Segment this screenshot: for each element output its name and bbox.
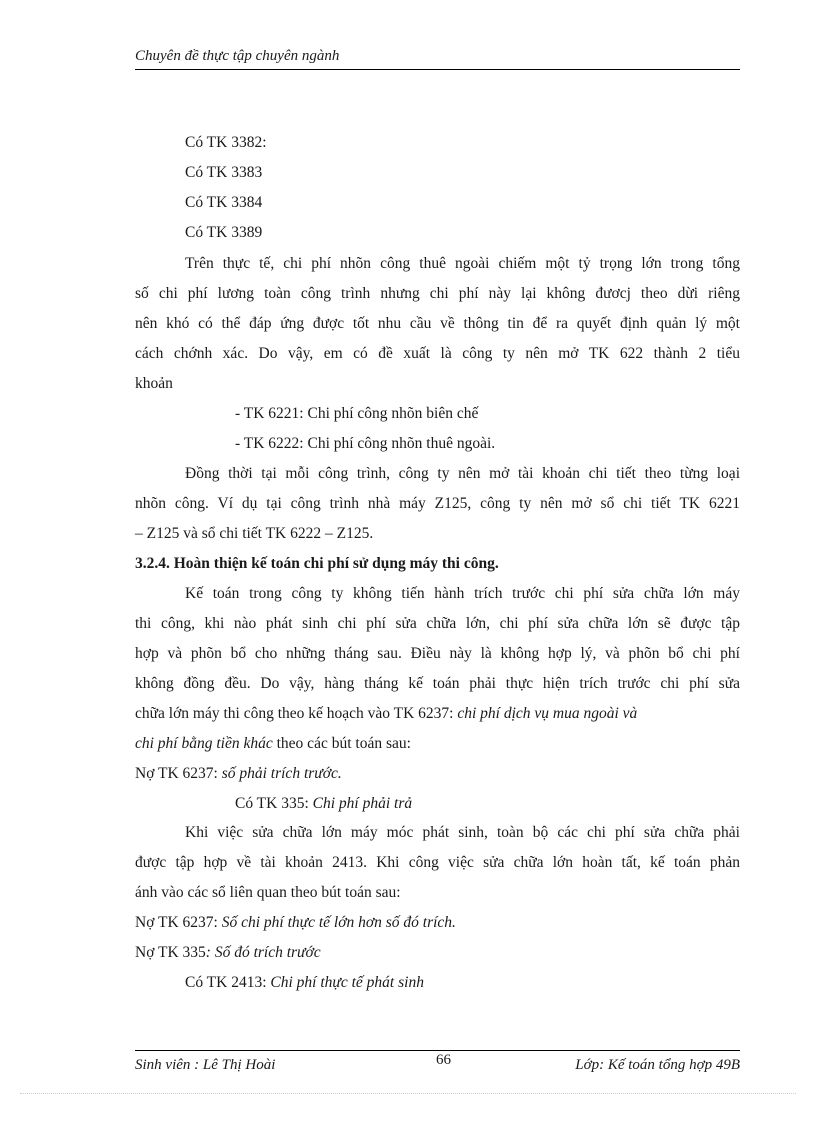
journal-entry — [135, 943, 321, 963]
text-run: theo các bút toán sau: — [272, 735, 411, 752]
footer-class: Lớp: Kế toán tổng hợp 49B — [575, 1057, 740, 1073]
paragraph-line: được tập hợp về tài khoản 2413. Khi công việc sửa chữa lớn hoàn tất, kế toán phản — [135, 854, 740, 871]
paragraph-line: hợp và phõn bổ cho những tháng sau. Điều này là không hợp lý, và phõn bổ chi phí — [135, 645, 740, 662]
paragraph-line: cách chớnh xác. Do vậy, em có đề xuất là công ty nên mở TK 622 thành 2 tiểu — [135, 345, 740, 362]
paragraph-line: khoản — [135, 375, 173, 392]
paragraph-line: không đồng đều. Do vậy, hàng tháng kế toán phải thực hiện trích trước chi phí sửa — [135, 675, 740, 692]
text-run: chữa lớn máy thi công theo kế hoạch vào TK 6237: — [135, 705, 458, 722]
entry-account: Nợ TK 335 — [135, 944, 206, 961]
paragraph-line: Đồng thời tại mỗi công trình, công ty nên mở tài khoản chi tiết theo từng loại — [185, 465, 740, 482]
paragraph-line: Kế toán trong công ty không tiến hành trích trước chi phí sửa chữa lớn máy — [185, 585, 740, 602]
page-header-title: Chuyên đề thực tập chuyên ngành — [135, 48, 340, 64]
paragraph-line: Khi việc sửa chữa lớn máy móc phát sinh, toàn bộ các chi phí sửa chữa phải — [185, 824, 740, 841]
page-number: 66 — [436, 1052, 451, 1068]
footer-student: Sinh viên : Lê Thị Hoài — [135, 1057, 276, 1073]
italic-run: chi phí dịch vụ mua ngoài và — [457, 705, 638, 722]
entry-account: Có TK 2413: — [185, 974, 271, 991]
entry-account: Nợ TK 6237: — [135, 914, 222, 931]
paragraph-line — [135, 704, 637, 724]
paragraph-line: ánh vào các sổ liên quan theo bút toán sau: — [135, 884, 401, 901]
entry-desc: số phải trích trước. — [221, 765, 342, 782]
entry-account: Nợ TK 6237: — [135, 765, 222, 782]
journal-entry — [135, 913, 456, 933]
paragraph-line — [135, 734, 411, 754]
text-line: Có TK 3384 — [185, 194, 263, 211]
text-line: Có TK 3389 — [185, 224, 263, 241]
dash-item: - TK 6222: Chi phí công nhõn thuê ngoài. — [235, 435, 496, 452]
entry-desc: : Số đó trích trước — [205, 944, 321, 961]
paragraph-line: – Z125 và sổ chi tiết TK 6222 – Z125. — [135, 525, 374, 542]
journal-entry — [235, 794, 412, 814]
text-line: Có TK 3383 — [185, 164, 263, 181]
entry-desc: Chi phí phải trả — [312, 795, 413, 812]
entry-desc: Chi phí thực tế phát sinh — [270, 974, 424, 991]
paragraph-line: số chi phí lương toàn công trình nhưng chi phí này lại không đươcj theo dừi riêng — [135, 285, 740, 302]
paragraph-line: Trên thực tế, chi phí nhõn công thuê ngoài chiếm một tỷ trọng lớn trong tổng — [185, 255, 740, 272]
footer-divider — [135, 1050, 740, 1051]
journal-entry — [185, 973, 424, 993]
text-line: Có TK 3382: — [185, 134, 267, 151]
italic-run: chi phí bằng tiền khác — [135, 735, 273, 752]
paragraph-line: nhõn công. Ví dụ tại công trình nhà máy Z125, công ty nên mở sổ chi tiết TK 6221 — [135, 495, 740, 512]
journal-entry — [135, 764, 342, 784]
dash-item: - TK 6221: Chi phí công nhõn biên chế — [235, 405, 479, 422]
entry-desc: Số chi phí thực tế lớn hơn số đó trích. — [221, 914, 456, 931]
paragraph-line: nên khó có thể đáp ứng được tốt nhu cầu về thông tin để ra quyết định quản lý một — [135, 315, 740, 332]
entry-account: Có TK 335: — [235, 795, 313, 812]
paragraph-line: thi công, khi nào phát sinh chi phí sửa chữa lớn, chi phí sửa chữa lớn sẽ được tập — [135, 615, 740, 632]
section-heading: 3.2.4. Hoàn thiện kế toán chi phí sử dụng máy thi công. — [135, 555, 499, 572]
header-divider — [135, 69, 740, 70]
page-edge — [20, 1093, 796, 1094]
